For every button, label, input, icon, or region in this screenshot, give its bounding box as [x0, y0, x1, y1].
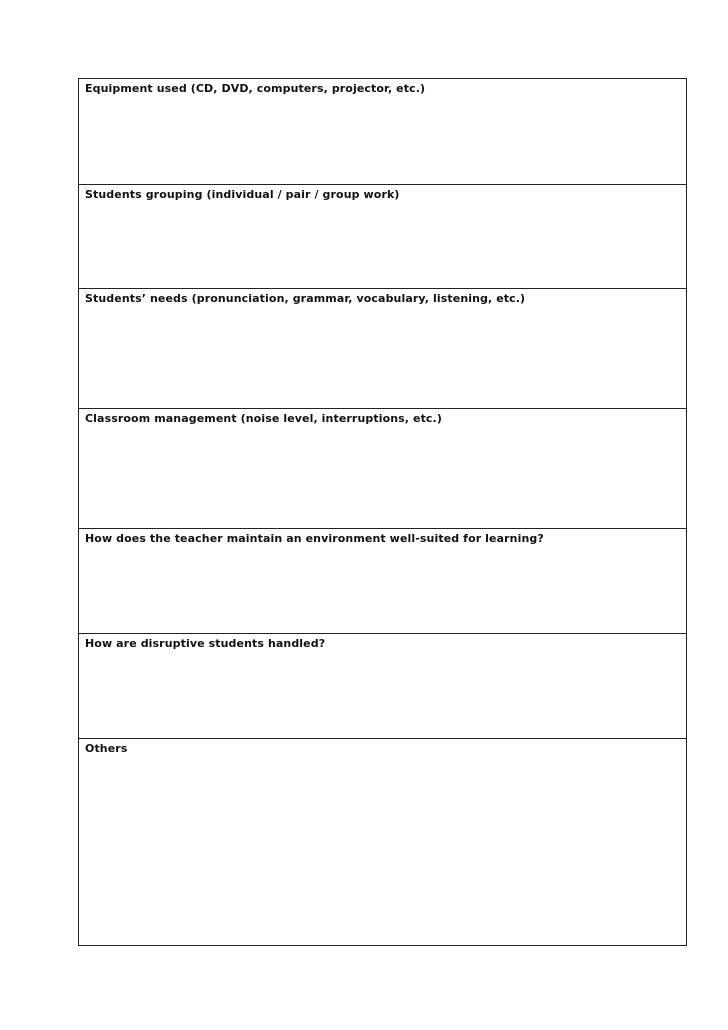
form-row-equipment[interactable]	[79, 79, 686, 185]
form-row-classroom-management[interactable]	[79, 409, 686, 529]
form-row-students-needs[interactable]	[79, 289, 686, 409]
form-row-learning-environment[interactable]	[79, 529, 686, 634]
form-row-students-grouping[interactable]	[79, 185, 686, 289]
row-label-students-grouping: Students grouping (individual / pair / group work)	[85, 188, 400, 201]
row-label-learning-environment: How does the teacher maintain an environment well-suited for learning?	[85, 532, 544, 545]
form-row-others[interactable]	[79, 739, 686, 945]
row-label-equipment: Equipment used (CD, DVD, computers, projector, etc.)	[85, 82, 426, 95]
row-label-classroom-management: Classroom management (noise level, interruptions, etc.)	[85, 412, 442, 425]
row-label-others: Others	[85, 742, 128, 755]
row-label-disruptive-students: How are disruptive students handled?	[85, 637, 326, 650]
observation-form-table	[78, 78, 687, 946]
form-row-disruptive-students[interactable]	[79, 634, 686, 739]
row-label-students-needs: Students’ needs (pronunciation, grammar, vocabulary, listening, etc.)	[85, 292, 526, 305]
